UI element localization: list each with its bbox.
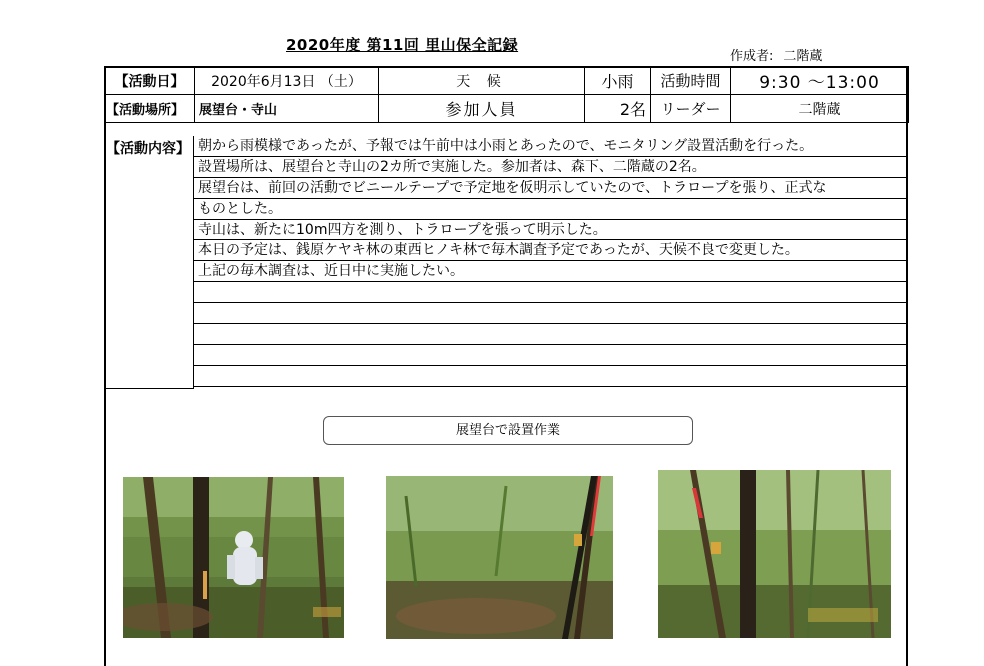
content-line bbox=[194, 345, 908, 366]
participants-label: 参加人員 bbox=[379, 95, 585, 123]
weather-label: 天 候 bbox=[379, 67, 585, 95]
content-label: 【活動内容】 bbox=[104, 136, 194, 389]
time-value: 9:30 〜13:00 bbox=[731, 67, 909, 95]
content-lines bbox=[194, 136, 908, 387]
leader-value: 二階蔵 bbox=[731, 95, 909, 123]
author-label: 作成者: bbox=[730, 49, 774, 64]
content-line bbox=[194, 366, 908, 387]
forest-photo-trees-icon bbox=[658, 470, 891, 638]
date-value: 2020年6月13日 （土） bbox=[195, 67, 379, 95]
photo-2 bbox=[386, 476, 613, 639]
content-line: 設置場所は、展望台と寺山の2カ所で実施した。参加者は、森下、二階蔵の2名。 bbox=[194, 157, 908, 178]
document-title: 2020年度 第11回 里山保全記録 bbox=[286, 36, 519, 54]
content-line: 本日の予定は、銭原ケヤキ林の東西ヒノキ林で毎木調査予定であったが、天候不良で変更した。 bbox=[194, 240, 908, 261]
photo-3 bbox=[658, 470, 891, 638]
content-line bbox=[194, 303, 908, 324]
photo-1 bbox=[123, 477, 344, 638]
forest-photo-stake-icon bbox=[386, 476, 613, 639]
content-line: 朝から雨模様であったが、予報では午前中は小雨とあったので、モニタリング設置活動を行った。 bbox=[194, 136, 908, 157]
content-line: 寺山は、新たに10m四方を測り、トラロープを張って明示した。 bbox=[194, 220, 908, 241]
time-label: 活動時間 bbox=[651, 67, 731, 95]
content-line: 上記の毎木調査は、近日中に実施したい。 bbox=[194, 261, 908, 282]
author bbox=[730, 45, 822, 64]
place-label: 【活動場所】 bbox=[105, 95, 195, 123]
content-line: 展望台は、前回の活動でビニールテープで予定地を仮明示していたので、トラロープを張り、正式な bbox=[194, 178, 908, 199]
leader-label: リーダー bbox=[651, 95, 731, 123]
row-place bbox=[105, 95, 909, 123]
photo-caption: 展望台で設置作業 bbox=[323, 416, 693, 445]
date-label: 【活動日】 bbox=[105, 67, 195, 95]
weather-value: 小雨 bbox=[585, 67, 651, 95]
header-table bbox=[104, 66, 909, 123]
content-line bbox=[194, 324, 908, 345]
content-line: ものとした。 bbox=[194, 199, 908, 220]
row-date bbox=[105, 67, 909, 95]
author-name: 二階蔵 bbox=[783, 49, 823, 64]
participants-value: 2名 bbox=[585, 95, 651, 123]
place-value: 展望台・寺山 bbox=[195, 95, 379, 123]
content-line bbox=[194, 282, 908, 303]
forest-photo-worker-icon bbox=[123, 477, 344, 638]
